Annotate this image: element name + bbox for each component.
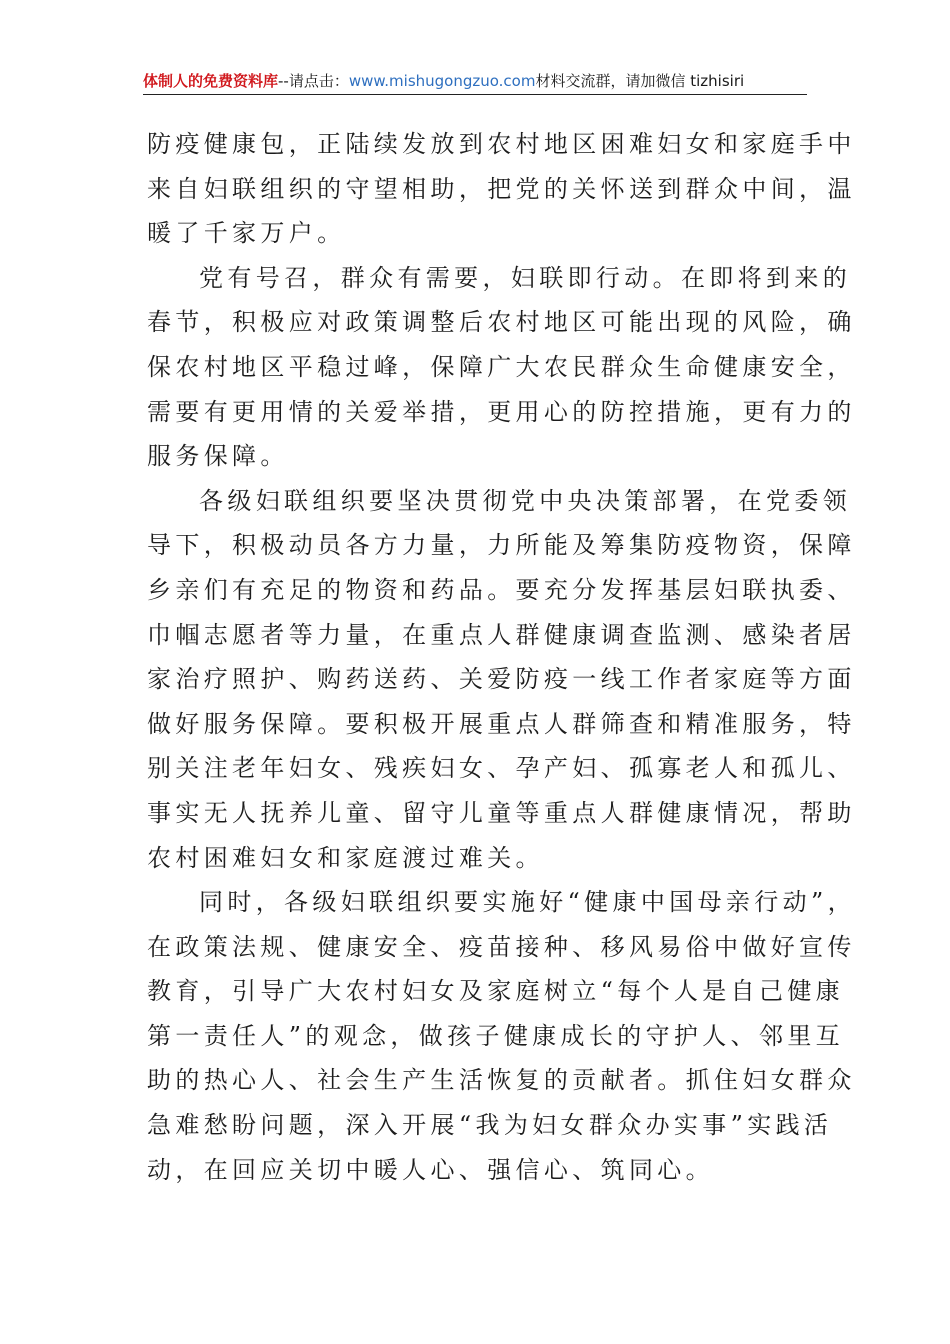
text-line: 党有号召，群众有需要，妇联即行动。在即将到来的 bbox=[199, 263, 852, 292]
text-line: 同时，各级妇联组织要实施好“健康中国母亲行动”， bbox=[199, 888, 856, 917]
text-line: 急难愁盼问题，深入开展“我为妇女群众办实事”实践活 bbox=[147, 1111, 833, 1140]
text-line: 服务保障。 bbox=[147, 442, 289, 471]
text-line: 农村困难妇女和家庭渡过难关。 bbox=[147, 843, 544, 872]
header-divider bbox=[143, 94, 807, 95]
text-line: 导下，积极动员各方力量，力所能及筹集防疫物资，保障 bbox=[147, 531, 856, 560]
text-line: 保农村地区平稳过峰，保障广大农民群众生命健康安全， bbox=[147, 352, 856, 381]
text-line: 暖了千家万户。 bbox=[147, 219, 346, 248]
header-brand: 体制人的免费资料库 bbox=[143, 72, 279, 90]
text-line: 别关注老年妇女、残疾妇女、孕产妇、孤寡老人和孤儿、 bbox=[147, 754, 856, 783]
text-line: 事实无人抚养儿童、留守儿童等重点人群健康情况，帮助 bbox=[147, 798, 856, 827]
text-line: 教育，引导广大农村妇女及家庭树立“每个人是自己健康 bbox=[147, 977, 845, 1006]
paragraph bbox=[147, 256, 856, 479]
header-url-link[interactable]: www.mishugongzuo.com bbox=[348, 72, 536, 90]
text-line: 动，在回应关切中暖人心、强信心、筑同心。 bbox=[147, 1155, 714, 1184]
text-line: 乡亲们有充足的物资和药品。要充分发挥基层妇联执委、 bbox=[147, 575, 856, 604]
header-prompt: --请点击： bbox=[278, 72, 349, 90]
text-line: 巾帼志愿者等力量，在重点人群健康调查监测、感染者居 bbox=[147, 620, 856, 649]
paragraph bbox=[147, 122, 856, 256]
text-line: 做好服务保障。要积极开展重点人群筛查和精准服务，特 bbox=[147, 709, 856, 738]
text-line: 春节，积极应对政策调整后农村地区可能出现的风险，确 bbox=[147, 308, 856, 337]
text-line: 需要有更用情的关爱举措，更用心的防控措施，更有力的 bbox=[147, 397, 856, 426]
document-body bbox=[147, 122, 856, 1192]
text-line: 助的热心人、社会生产生活恢复的贡献者。抓住妇女群众 bbox=[147, 1066, 856, 1095]
text-line: 在政策法规、健康安全、疫苗接种、移风易俗中做好宣传 bbox=[147, 932, 856, 961]
header-contact: 材料交流群，请加微信 tizhisiri bbox=[535, 72, 745, 90]
text-line: 各级妇联组织要坚决贯彻党中央决策部署，在党委领 bbox=[199, 486, 852, 515]
paragraph bbox=[147, 880, 856, 1192]
text-line: 防疫健康包，正陆续发放到农村地区困难妇女和家庭手中 bbox=[147, 130, 856, 158]
paragraph bbox=[147, 479, 856, 880]
text-line: 家治疗照护、购药送药、关爱防疫一线工作者家庭等方面 bbox=[147, 665, 856, 694]
text-line: 第一责任人”的观念，做孩子健康成长的守护人、邻里互 bbox=[147, 1021, 845, 1050]
text-line: 来自妇联组织的守望相助，把党的关怀送到群众中间，温 bbox=[147, 174, 856, 203]
page-header bbox=[143, 70, 807, 94]
